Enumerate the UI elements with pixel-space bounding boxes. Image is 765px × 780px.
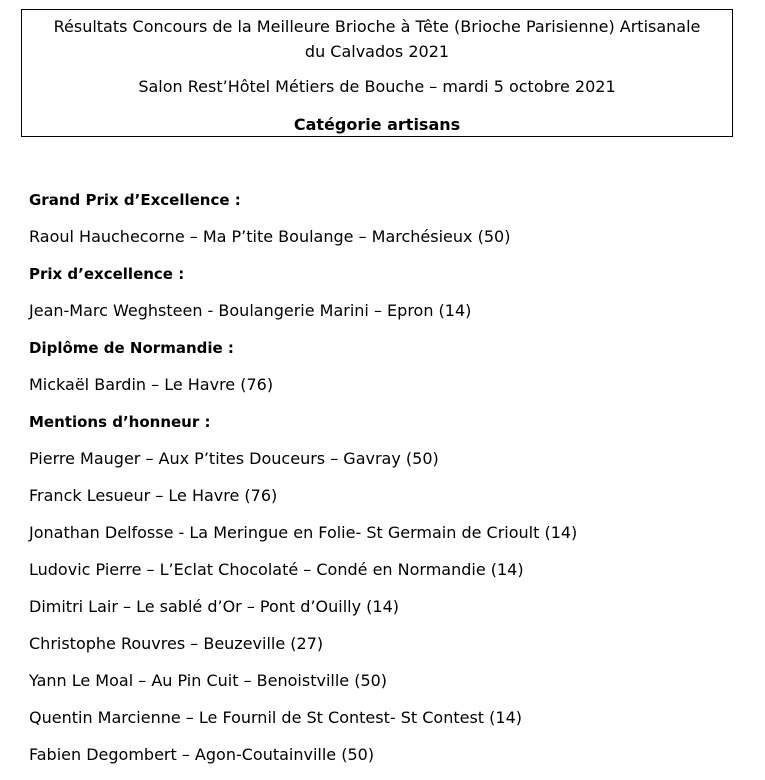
mention-entry: Yann Le Moal – Au Pin Cuit – Benoistville (50)	[29, 671, 388, 690]
mention-entry: Ludovic Pierre – L’Eclat Chocolaté – Condé en Normandie (14)	[29, 560, 524, 579]
mention-entry: Fabien Degombert – Agon-Coutainville (50)	[29, 745, 375, 764]
category-label: Catégorie artisans	[293, 115, 461, 134]
diplome-winner: Mickaël Bardin – Le Havre (76)	[29, 375, 274, 394]
mentions-heading: Mentions d’honneur :	[29, 413, 211, 431]
mention-entry: Pierre Mauger – Aux P’tites Douceurs – Gavray (50)	[29, 449, 439, 468]
grand-prix-heading: Grand Prix d’Excellence :	[29, 191, 241, 209]
mention-entry: Dimitri Lair – Le sablé d’Or – Pont d’Ouilly (14)	[29, 597, 399, 616]
event-subtitle: Salon Rest’Hôtel Métiers de Bouche – mardi 5 octobre 2021	[138, 77, 616, 96]
prix-excellence-heading: Prix d’excellence :	[29, 265, 185, 283]
document-title: Résultats Concours de la Meilleure Brioche à Tête (Brioche Parisienne) Artisanale du Calvados 2021	[53, 17, 701, 61]
diplome-heading: Diplôme de Normandie :	[29, 339, 234, 357]
mention-entry: Franck Lesueur – Le Havre (76)	[29, 486, 278, 505]
mention-entry: Jonathan Delfosse - La Meringue en Folie- St Germain de Crioult (14)	[29, 523, 578, 542]
results-list	[29, 186, 749, 778]
prix-excellence-winner: Jean-Marc Weghsteen - Boulangerie Marini – Epron (14)	[29, 301, 472, 320]
header-box	[21, 9, 733, 137]
mention-entry: Quentin Marcienne – Le Fournil de St Contest- St Contest (14)	[29, 708, 522, 727]
mention-entry: Christophe Rouvres – Beuzeville (27)	[29, 634, 324, 653]
grand-prix-winner: Raoul Hauchecorne – Ma P’tite Boulange – Marchésieux (50)	[29, 227, 511, 246]
